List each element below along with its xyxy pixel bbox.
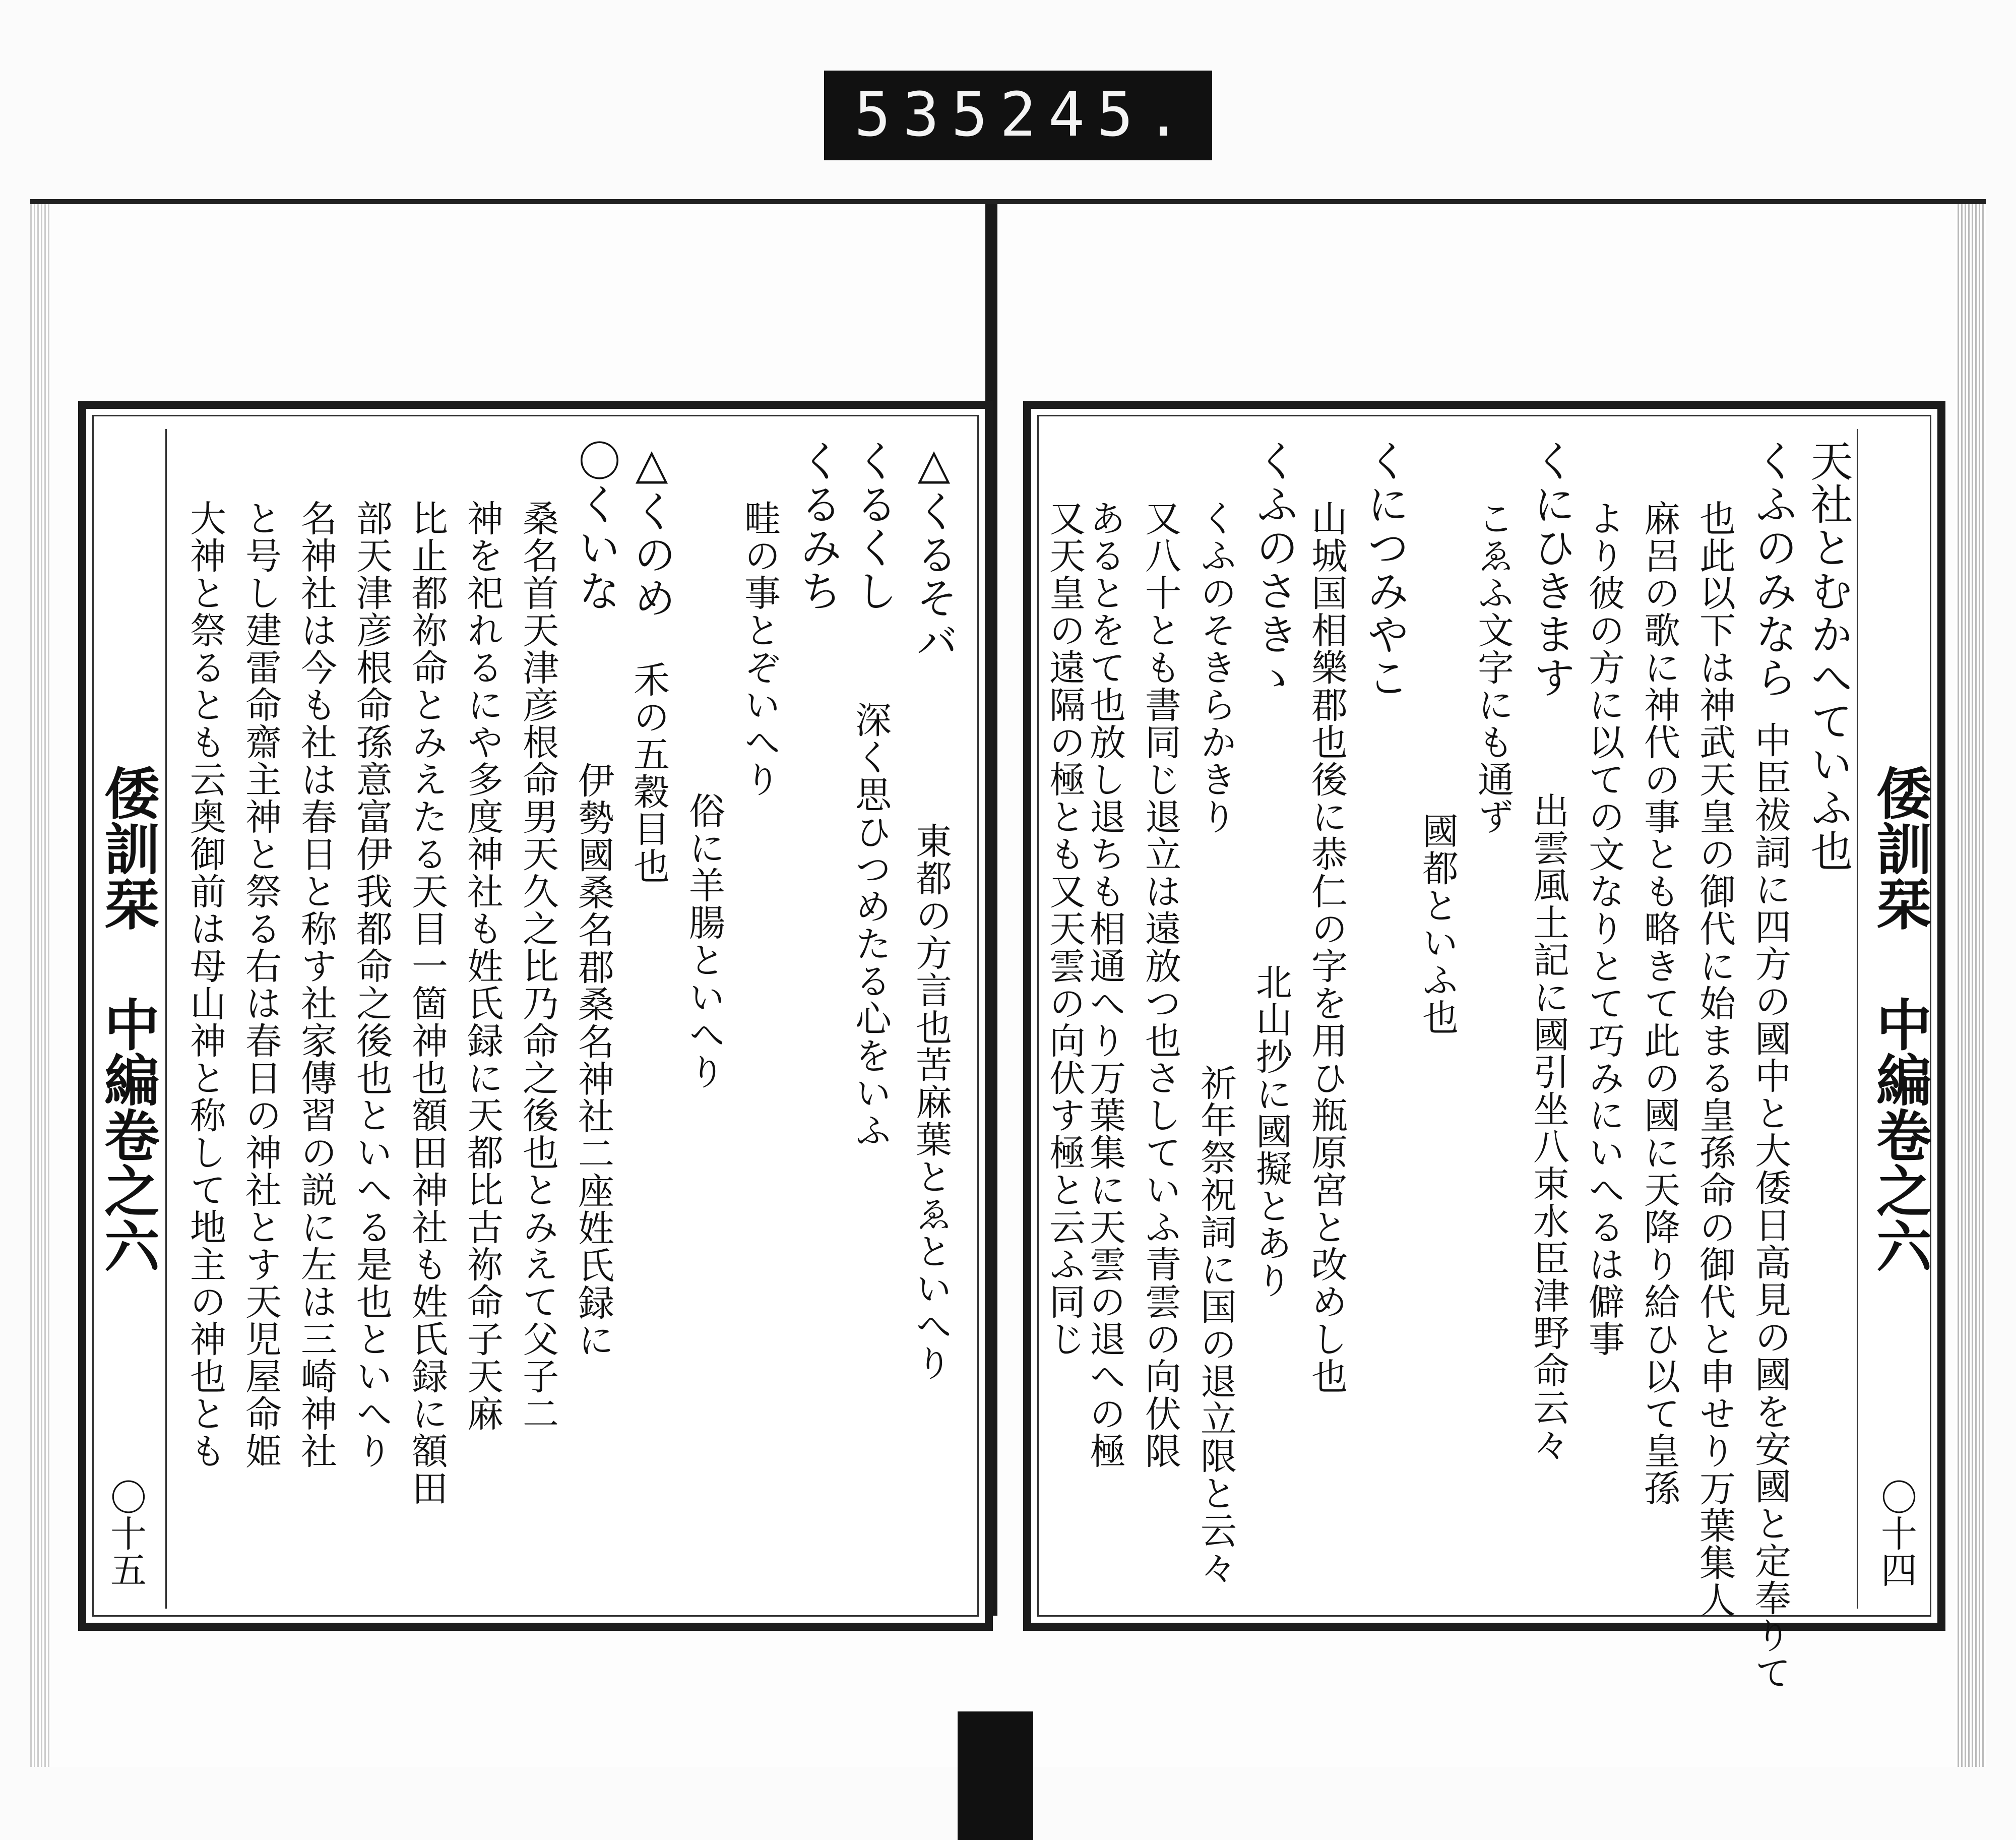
text-column: △くのめ [627,439,676,620]
text-column: 部天津彦根命孫意富伊我都命之後也といへる是也といへり [350,500,393,1469]
text-column: と号し建雷命齋主神と祭る右は春日の神社とす天児屋命姫 [239,500,282,1469]
text-column: 天社とむかへていふ也 [1804,439,1853,873]
text-column: 〇くいな [572,439,621,612]
text-column: 東都の方言也苦麻葉とゑといへり [910,822,952,1382]
text-column: 神を祀れるにや多度神社も姓氏録に天都比古祢命子天麻 [461,500,503,1432]
text-column: 名神社は今も社は春日と称す社家傳習の説に左は三崎神社 [295,500,337,1469]
text-column: 中臣祓詞に四方の國中と大倭日高見の國を安國と定奉りて [1749,721,1791,1691]
film-frame-label [824,71,1212,160]
text-column: 國都といふ也 [1416,812,1459,1036]
book-right-edge [1956,204,1986,1767]
left-page [78,401,993,1631]
text-column: 桑名首天津彦根命男天久之比乃命之後也とみえて父子二 [517,500,559,1432]
text-column: くるくし [849,439,898,612]
text-column: くにひきます [1527,439,1576,699]
text-column: 禾の五穀目也 [627,661,670,885]
text-column: あるとをて也放し退ちも相通へり万葉集に天雲の退への極 [1084,500,1126,1469]
text-column: 俗に羊腸といへり [683,792,725,1090]
text-column: 又八十とも書同じ退立は遠放つ也さしていふ青雲の向伏限 [1139,500,1181,1469]
left-page-folio: 〇十五 [104,1479,147,1587]
text-column: 伊勢國桑名郡桑名神社二座姓氏録に [572,762,614,1359]
right-page [1023,401,1945,1691]
text-column: 又天皇の遠隔の極とも又天雲の向伏す極と云ふ同じ [1043,500,1086,1358]
right-page-header: 倭訓栞 中編卷之六 [1857,429,1937,1609]
text-column: 大神と祭るとも云奥御前は母山神と称して地主の神也とも [184,500,226,1469]
gutter-tab [958,1711,1033,1840]
book-spread [30,199,1986,1767]
text-column: くにつみやこ [1360,439,1410,699]
film-label-right: 245. [999,80,1194,150]
text-column: 深く思ひつめたる心をいふ [849,701,892,1149]
text-column: 麻呂の歌に神代の事とも略きて此の國に天降り給ひ以て皇孫 [1638,500,1680,1507]
text-column: くふのさきゝ [1249,439,1299,699]
right-page-folio: 〇十四 [1875,1479,1917,1587]
text-column: 比止都祢命とみえたる天目一箇神也額田神社も姓氏録に額田 [406,500,448,1507]
text-column: 祈年祭祝詞に国の退立限と云々 [1194,1064,1237,1586]
book-left-edge [30,204,50,1767]
text-column: 北山抄に國擬とあり [1250,963,1292,1299]
film-label-left: 535 [854,80,1000,150]
text-column: △くるそバ [909,439,959,663]
text-column: くふのみなら [1748,439,1798,699]
left-page-header: 倭訓栞 中編卷之六 [86,429,167,1609]
text-column: こゑふ文字にも通ず [1472,500,1514,835]
text-column: 畦の事とぞいへり [738,500,781,798]
text-column: 出雲風土記に國引坐八束水臣津野命云々 [1527,792,1569,1463]
text-column: くふのそきらかきり [1194,500,1237,835]
text-column: くるみち [793,439,843,612]
text-column: より彼の方に以ての文なりとて巧みにいへるは僻事 [1583,500,1625,1358]
text-column: 也此以下は神武天皇の御代に始まる皇孫命の御代と申せり万葉集人 [1693,500,1736,1619]
text-column: 山城国相樂郡也後に恭仁の字を用ひ瓶原宮と改めし也 [1305,500,1348,1395]
